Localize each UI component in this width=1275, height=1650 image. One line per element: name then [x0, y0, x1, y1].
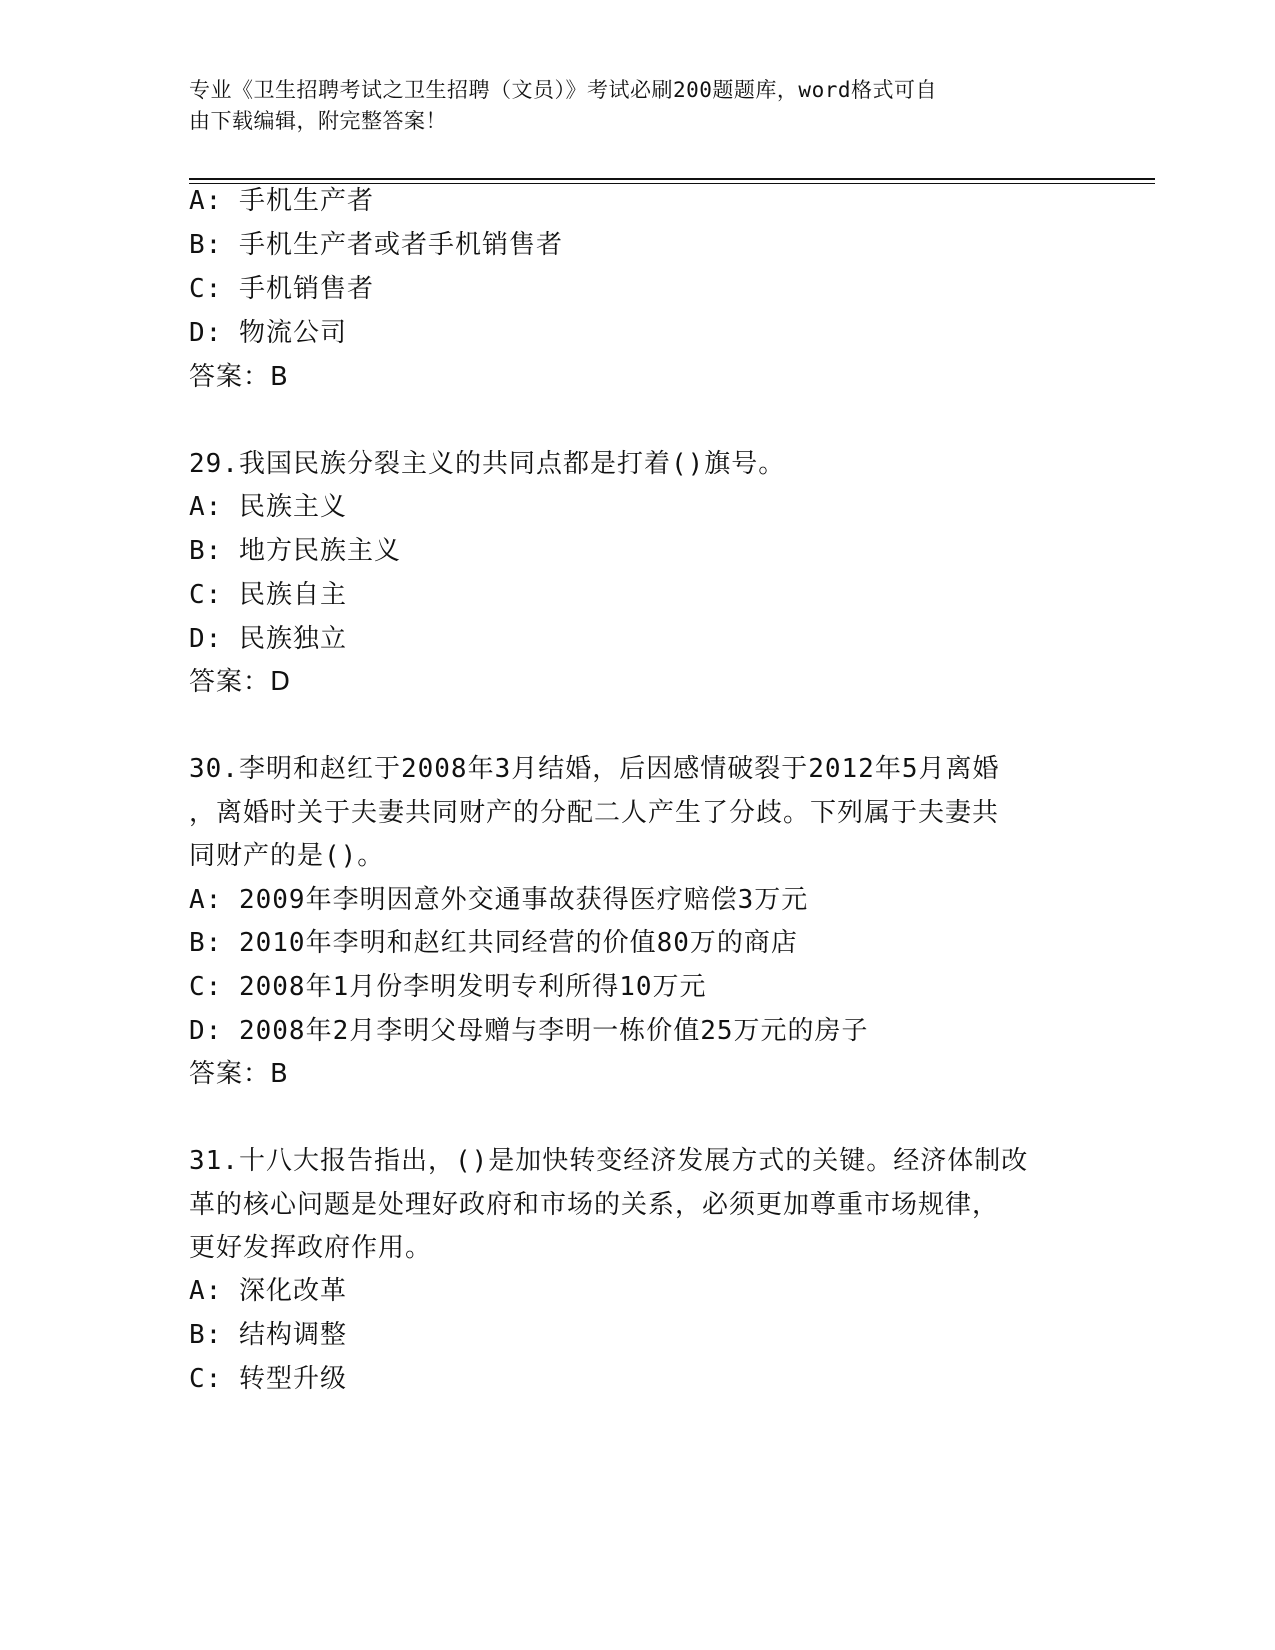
q31-stem-line-1: 31.十八大报告指出，()是加快转变经济发展方式的关键。经济体制改	[189, 1146, 1029, 1176]
q29-stem: 29.我国民族分裂主义的共同点都是打着()旗号。	[189, 449, 786, 479]
q31-option-c: C: 转型升级	[189, 1364, 347, 1394]
q30-stem-line-1: 30.李明和赵红于2008年3月结婚，后因感情破裂于2012年5月离婚	[189, 754, 1000, 784]
q30-option-c: C: 2008年1月份李明发明专利所得10万元	[189, 972, 707, 1002]
q29-option-d: D: 民族独立	[189, 624, 347, 654]
q31-stem-line-2: 革的核心问题是处理好政府和市场的关系，必须更加尊重市场规律，	[189, 1190, 1000, 1220]
document-header	[189, 75, 1069, 137]
q30-option-b: B: 2010年李明和赵红共同经营的价值80万的商店	[189, 928, 798, 958]
q30-answer: 答案：B	[189, 1059, 289, 1089]
q29-answer: 答案：D	[189, 667, 292, 697]
header-line-1: 专业《卫生招聘考试之卫生招聘（文员）》考试必刷200题题库，word格式可自	[189, 78, 937, 102]
q30-option-a: A: 2009年李明因意外交通事故获得医疗赔偿3万元	[189, 885, 809, 915]
q31-option-b: B: 结构调整	[189, 1320, 347, 1350]
q29-option-a: A: 民族主义	[189, 492, 347, 522]
header-line-2: 由下载编辑，附完整答案！	[189, 109, 447, 133]
q31-stem-line-3: 更好发挥政府作用。	[189, 1233, 433, 1263]
q28-option-a: A: 手机生产者	[189, 186, 374, 216]
q28-answer: 答案：B	[189, 362, 289, 392]
q30-stem-line-3: 同财产的是()。	[189, 841, 385, 871]
header-rule-thick	[189, 178, 1155, 180]
q29-option-b: B: 地方民族主义	[189, 536, 401, 566]
q28-option-b: B: 手机生产者或者手机销售者	[189, 230, 563, 260]
q28-option-d: D: 物流公司	[189, 318, 347, 348]
q29-option-c: C: 民族自主	[189, 580, 347, 610]
q30-stem-line-2: ，离婚时关于夫妻共同财产的分配二人产生了分歧。下列属于夫妻共	[189, 798, 1000, 828]
q31-option-a: A: 深化改革	[189, 1276, 347, 1306]
q28-option-c: C: 手机销售者	[189, 274, 374, 304]
q30-option-d: D: 2008年2月李明父母赠与李明一栋价值25万元的房子	[189, 1016, 869, 1046]
